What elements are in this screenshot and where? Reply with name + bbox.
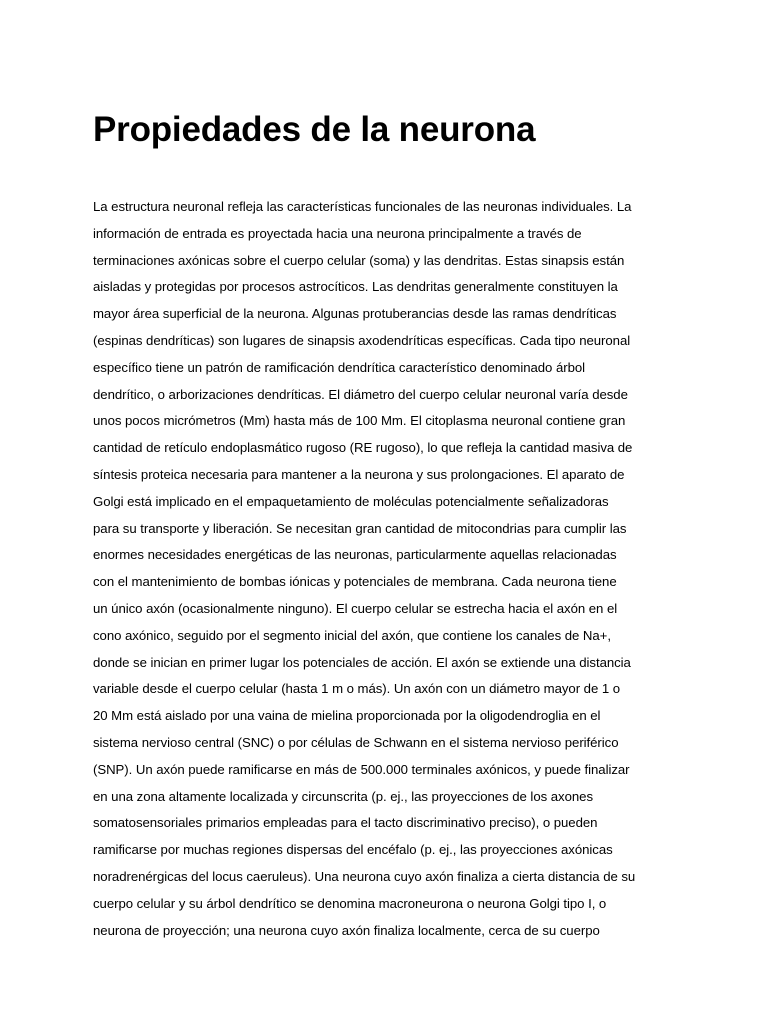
paragraph-line: terminaciones axónicas sobre el cuerpo celular (soma) y las dendritas. Estas sinapsis están (93, 252, 625, 268)
page-title: Propiedades de la neurona (93, 110, 536, 149)
paragraph-line: unos pocos micrómetros (Mm) hasta más de 100 Mm. El citoplasma neuronal contiene gran (93, 413, 626, 429)
paragraph-line: un único axón (ocasionalmente ninguno). El cuerpo celular se estrecha hacia el axón en el (93, 600, 618, 616)
paragraph-line: con el mantenimiento de bombas iónicas y potenciales de membrana. Cada neurona tiene (93, 574, 617, 590)
paragraph-line: cuerpo celular y su árbol dendrítico se denomina macroneurona o neurona Golgi tipo I, o (93, 895, 607, 911)
paragraph-line: noradrenérgicas del locus caeruleus). Una neurona cuyo axón finaliza a cierta distancia de su (93, 868, 636, 884)
paragraph-line: mayor área superficial de la neurona. Algunas protuberancias desde las ramas dendríticas (93, 306, 617, 322)
paragraph-line: donde se inician en primer lugar los potenciales de acción. El axón se extiende una distancia (93, 654, 631, 670)
paragraph-line: (espinas dendríticas) son lugares de sinapsis axodendríticas específicas. Cada tipo neuronal (93, 332, 631, 348)
paragraph-line: para su transporte y liberación. Se necesitan gran cantidad de mitocondrias para cumplir las (93, 520, 627, 536)
paragraph-line: síntesis proteica necesaria para mantener a la neurona y sus prolongaciones. El aparato de (93, 466, 625, 482)
paragraph-line: cantidad de retículo endoplasmático rugoso (RE rugoso), lo que refleja la cantidad masiva de (93, 440, 633, 456)
paragraph-line: aisladas y protegidas por procesos astrocíticos. Las dendritas generalmente constituyen la (93, 279, 618, 295)
paragraph-line: La estructura neuronal refleja las características funcionales de las neuronas individuales. La (93, 199, 632, 214)
paragraph-line: en una zona altamente localizada y circunscrita (p. ej., las proyecciones de los axones (93, 788, 593, 804)
paragraph-line: variable desde el cuerpo celular (hasta 1 m o más). Un axón con un diámetro mayor de 1 o (93, 681, 621, 697)
paragraph-line: específico tiene un patrón de ramificación dendrítica característico denominado árbol (93, 359, 586, 375)
paragraph-line: información de entrada es proyectada hacia una neurona principalmente a través de (93, 225, 582, 241)
paragraph-line: 20 Mm está aislado por una vaina de mielina proporcionada por la oligodendroglia en el (93, 708, 601, 724)
paragraph-line: sistema nervioso central (SNC) o por células de Schwann en el sistema nervioso periférico (93, 734, 619, 750)
paragraph-line: cono axónico, seguido por el segmento inicial del axón, que contiene los canales de Na+, (93, 627, 611, 643)
paragraph-line: neurona de proyección; una neurona cuyo axón finaliza localmente, cerca de su cuerpo (93, 922, 600, 938)
paragraph-line: somatosensoriales primarios empleadas para el tacto discriminativo preciso), o pueden (93, 815, 598, 831)
paragraph-line: Golgi está implicado en el empaquetamiento de moléculas potencialmente señalizadoras (93, 493, 609, 509)
paragraph-line: dendrítico, o arborizaciones dendríticas. El diámetro del cuerpo celular neuronal varía desde (93, 386, 628, 402)
paragraph-line: (SNP). Un axón puede ramificarse en más de 500.000 terminales axónicos, y puede finalizar (93, 761, 630, 777)
paragraph-line: ramificarse por muchas regiones dispersas del encéfalo (p. ej., las proyecciones axónicas (93, 842, 613, 858)
body-paragraph (93, 194, 693, 944)
paragraph-line: enormes necesidades energéticas de las neuronas, particularmente aquellas relacionadas (93, 547, 617, 563)
